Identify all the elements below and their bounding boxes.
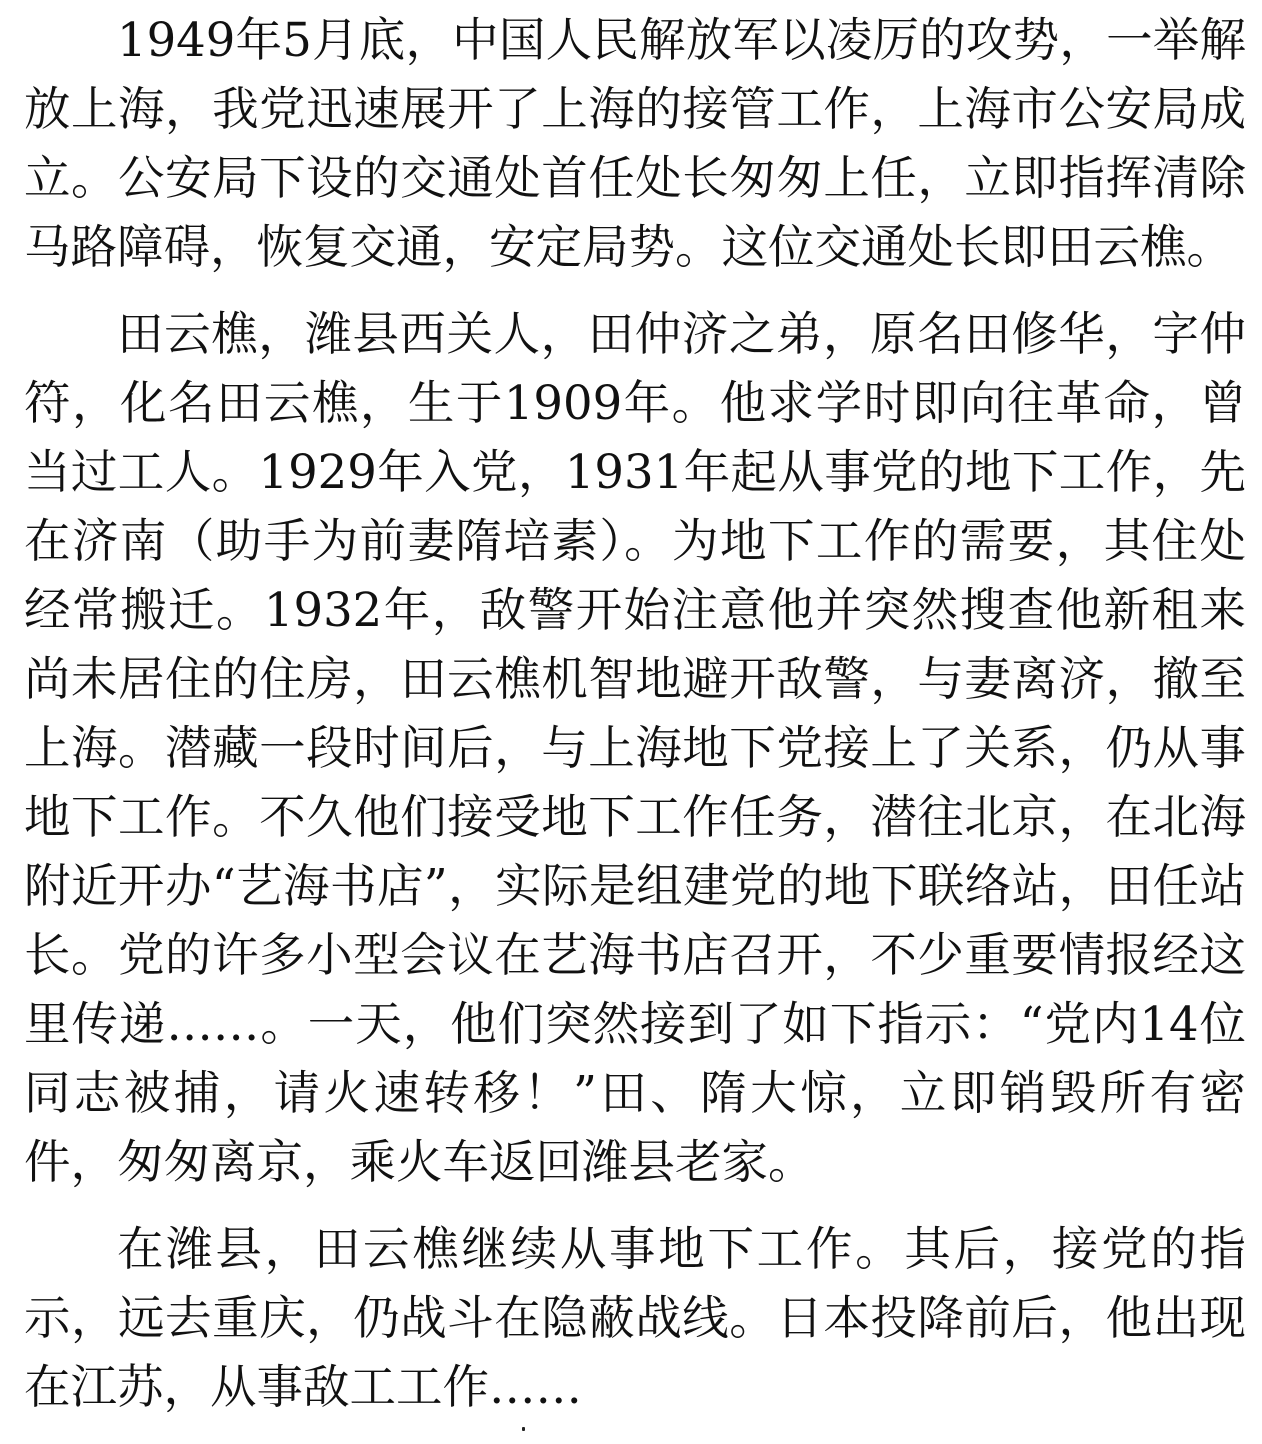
paragraph-2: 田云樵，潍县西关人，田仲济之弟，原名田修华，字仲符，化名田云樵，生于1909年。他求学时即向往革命，曾当过工人。1929年入党，1931年起从事党的地下工作，先在济南（助手为前妻隋培素）。为地下工作的需要，其住处经常搬迁。1932年，敌警开始注意他并突然搜查他新租来尚未居住的住房，田云樵机智地避开敌警，与妻离济，撤至上海。潜藏一段时间后，与上海地下党接上了关系，仍从事地下工作。不久他们接受地下工作任务，潜往北京，在北海附近开办“艺海书店”，实际是组建党的地下联络站，田任站长。党的许多小型会议在艺海书店召开，不少重要情报经这里传递……。一天，他们突然接到了如下指示：“党内14位同志被捕，请火速转移！”田、隋大惊，立即销毁所有密件，匆匆离京，乘火车返回潍县老家。 — [24, 307, 1246, 1189]
paragraph-1: 1949年5月底，中国人民解放军以凌厉的攻势，一举解放上海，我党迅速展开了上海的接管工作，上海市公安局成立。公安局下设的交通处首任处长匆匆上任，立即指挥清除马路障碍，恢复交通，安定局势。这位交通处长即田云樵。 — [24, 13, 1246, 274]
document-page — [24, 6, 1246, 1422]
paragraph-3: 在潍县，田云樵继续从事地下工作。其后，接党的指示，远去重庆，仍战斗在隐蔽战线。日本投降前后，他出现在江苏，从事敌工工作…… — [24, 1222, 1246, 1414]
scan-speck — [522, 1427, 525, 1431]
